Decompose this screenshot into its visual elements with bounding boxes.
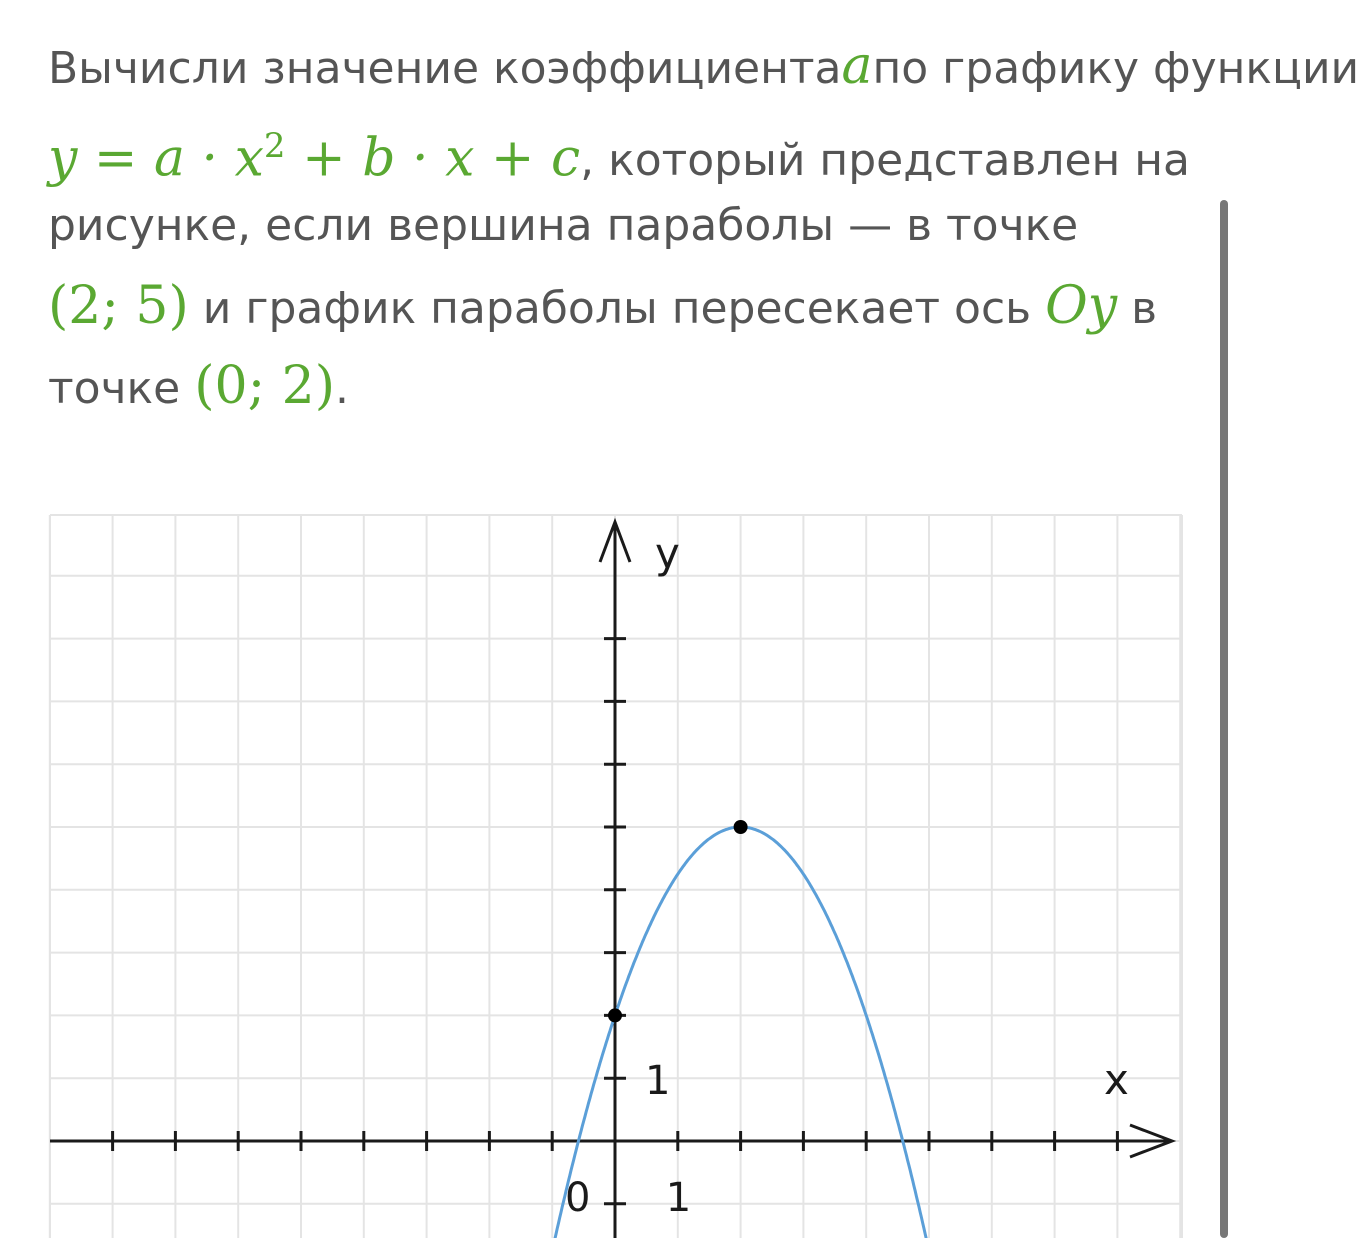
formula-exponent: 2 — [263, 126, 286, 166]
problem-line5-tail: . — [335, 363, 349, 414]
formula-main: y = a · x — [48, 128, 264, 189]
axis-oy: Oy — [1045, 276, 1118, 336]
y-axis-label: y — [655, 529, 680, 578]
problem-line4-mid: и график параболы пересекает ось — [202, 283, 1032, 334]
problem-line2-tail: , который представлен на — [580, 135, 1191, 187]
scrollbar[interactable] — [1220, 200, 1228, 1238]
y-tick-label-1: 1 — [645, 1058, 671, 1105]
vertex-point — [734, 820, 748, 834]
axes — [50, 522, 1172, 1238]
vertex-coords: (2; 5) — [48, 276, 189, 336]
problem-line1-tail: по графику функции — [872, 43, 1359, 94]
x-tick-label-1: 1 — [665, 1175, 692, 1221]
problem-line1-text: Вычисли значение коэффициента — [48, 43, 842, 94]
x-axis-label: x — [1104, 1055, 1129, 1104]
problem-line3-text: рисунке, если вершина параболы — в точке — [48, 200, 1079, 251]
origin-label: 0 — [565, 1175, 591, 1221]
problem-line5-head: точке — [48, 363, 181, 414]
coefficient-a: a — [841, 36, 873, 96]
formula-rest: + b · x + c — [285, 128, 581, 189]
intercept-coords: (0; 2) — [194, 356, 335, 416]
problem-line4-tail: в — [1131, 283, 1158, 334]
y-intercept-point — [608, 1008, 622, 1022]
